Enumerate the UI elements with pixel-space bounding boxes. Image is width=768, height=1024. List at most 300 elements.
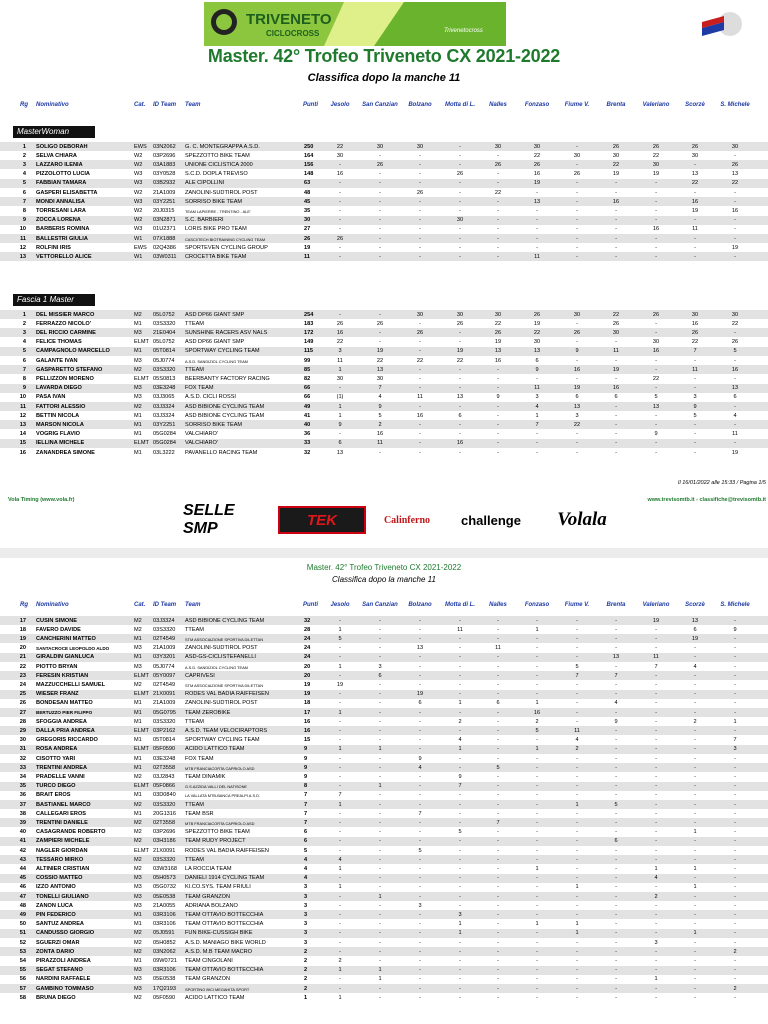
race-points: -: [339, 253, 341, 260]
rank: 34: [19, 773, 26, 780]
rider-name: PASA IVAN: [36, 394, 66, 401]
race-points: -: [459, 431, 461, 438]
category: M2: [134, 856, 142, 863]
category: M1: [134, 718, 142, 725]
category: ELMT: [134, 847, 149, 854]
rider-name: TORRESANI LARA: [36, 207, 86, 214]
rank: 5: [22, 348, 26, 355]
race-points: 30: [691, 311, 699, 318]
race-points: -: [339, 847, 341, 854]
table-row: [0, 874, 768, 883]
table-row: [0, 726, 768, 735]
race-points: -: [655, 755, 657, 762]
race-points: -: [615, 207, 617, 214]
race-points: -: [734, 930, 736, 937]
race-points: -: [576, 976, 578, 983]
race-points: 3: [733, 746, 737, 753]
page-info: Il 16/01/2022 alle 15:33 / Pagina 1/5: [677, 480, 766, 486]
points: 2: [304, 957, 308, 964]
race-points: 30: [573, 311, 581, 318]
race-points: -: [379, 171, 381, 178]
race-points: -: [615, 810, 617, 817]
rank: 6: [22, 189, 26, 196]
race-points: -: [379, 681, 381, 688]
column-header: Rg: [20, 102, 28, 108]
category: M2: [134, 403, 142, 410]
website-link[interactable]: www.trevisomtb.it - classifiche@trevisomtb.it: [647, 497, 766, 503]
table-row: [0, 225, 768, 234]
points: 19: [304, 691, 311, 698]
team-id: 05E0538: [153, 976, 176, 983]
race-points: -: [734, 875, 736, 882]
race-points: 22: [533, 152, 541, 159]
category: M3: [134, 893, 142, 900]
rank: 20: [19, 645, 26, 652]
race-points: 5: [338, 635, 342, 642]
race-points: -: [576, 792, 578, 799]
race-points: -: [615, 829, 617, 836]
team-id: 21X0091: [153, 691, 176, 698]
table-row: [0, 616, 768, 625]
team-id: 05F0866: [153, 783, 176, 790]
race-points: 1: [654, 976, 658, 983]
race-points: -: [694, 691, 696, 698]
team-name: TEAM OTTAVIO BOTTECCHIA: [185, 911, 264, 918]
race-points: 9: [614, 718, 618, 725]
race-points: -: [419, 375, 421, 382]
race-points: -: [379, 727, 381, 734]
race-points: -: [615, 792, 617, 799]
race-points: -: [655, 957, 657, 964]
race-points: -: [694, 976, 696, 983]
points: 66: [304, 394, 311, 401]
team-name: ASD DP66 GIANT SMP: [185, 311, 245, 318]
table-header: [0, 100, 768, 112]
rider-name: GREGORIS RICCARDO: [36, 737, 98, 744]
category: M2: [134, 617, 142, 624]
race-points: -: [459, 976, 461, 983]
team-id: 03N2871: [153, 217, 176, 224]
column-header: ID Team: [153, 602, 177, 608]
table-row: [0, 818, 768, 827]
race-points: 30: [494, 143, 502, 150]
race-points: 6: [733, 394, 737, 401]
team-id: 05G0284: [153, 440, 177, 447]
race-points: -: [536, 663, 538, 670]
points: 156: [304, 161, 314, 168]
race-points: 30: [494, 311, 502, 318]
race-points: -: [379, 709, 381, 716]
team-name: CROCETTA BIKE TEAM: [185, 253, 247, 260]
race-points: -: [694, 431, 696, 438]
race-points: 2: [654, 893, 658, 900]
column-header: Valeriano: [642, 602, 670, 608]
race-points: -: [576, 829, 578, 836]
race-points: 30: [731, 143, 739, 150]
race-points: 19: [336, 681, 344, 688]
race-points: 4: [338, 856, 342, 863]
race-points: -: [419, 884, 421, 891]
race-points: 19: [456, 348, 464, 355]
race-points: -: [379, 626, 381, 633]
race-points: -: [379, 985, 381, 992]
rider-name: PIN FEDERICO: [36, 911, 76, 918]
points: 17: [304, 709, 311, 716]
column-header: Motta di L.: [445, 602, 475, 608]
race-points: 11: [732, 431, 738, 438]
race-points: -: [734, 253, 736, 260]
race-points: -: [379, 737, 381, 744]
race-points: 16: [533, 171, 541, 178]
team-id: 03J3324: [153, 412, 175, 419]
race-points: -: [615, 783, 617, 790]
race-points: 22: [336, 143, 344, 150]
race-points: -: [536, 449, 538, 456]
rider-name: DEL RICCIO CARMINE: [36, 329, 96, 336]
race-points: -: [379, 617, 381, 624]
category: ELMT: [134, 783, 149, 790]
race-points: 22: [691, 339, 699, 346]
table-row: [0, 717, 768, 726]
race-points: 30: [376, 375, 384, 382]
column-header: Fonzaso: [524, 102, 550, 108]
table-row: [0, 420, 768, 429]
rider-name: BONDESAN MATTEO: [36, 700, 93, 707]
race-points: 5: [733, 348, 737, 355]
race-points: -: [379, 865, 381, 872]
column-header: ID Team: [153, 102, 177, 108]
race-points: -: [497, 235, 499, 242]
race-points: -: [615, 412, 617, 419]
team-id: 03W0311: [153, 253, 177, 260]
rider-name: ZANANDREA SIMONE: [36, 449, 95, 456]
points: 49: [304, 403, 311, 410]
points: 6: [304, 838, 308, 845]
race-points: -: [419, 819, 421, 826]
points: 3: [304, 911, 308, 918]
column-header: Nominativo: [36, 102, 69, 108]
flag-icon: [702, 10, 742, 38]
table-row: [0, 809, 768, 818]
svg-text:CICLOCROSS: CICLOCROSS: [266, 29, 320, 38]
category: M1: [134, 412, 142, 419]
race-points: -: [576, 810, 578, 817]
team-name: SPORTEVEN CYCLING GROUP: [185, 244, 268, 251]
race-points: 22: [533, 329, 541, 336]
race-points: -: [419, 180, 421, 187]
rider-name: PRADELLE VANNI: [36, 773, 85, 780]
race-points: 6: [418, 700, 422, 707]
rider-name: NAGLER GIORDAN: [36, 847, 88, 854]
race-points: -: [497, 893, 499, 900]
race-points: -: [419, 672, 421, 679]
rank: 23: [19, 672, 26, 679]
race-points: 1: [575, 801, 579, 808]
race-points: 4: [575, 737, 579, 744]
category: M1: [134, 654, 142, 661]
race-points: 16: [731, 207, 739, 214]
column-header: Nominativo: [36, 602, 69, 608]
points: 24: [304, 645, 311, 652]
column-header: Jesolo: [330, 602, 350, 608]
race-points: 30: [533, 339, 541, 346]
race-points: -: [655, 235, 657, 242]
race-points: 26: [691, 143, 699, 150]
rider-name: VETTORELLO ALICE: [36, 253, 92, 260]
race-points: -: [655, 856, 657, 863]
race-points: -: [379, 755, 381, 762]
team-name: VALCHIARO': [185, 440, 218, 447]
team-name: TEAM OTTAVIO BOTTECCHIA: [185, 921, 264, 928]
rider-name: ZAMPIERI MICHELE: [36, 838, 90, 845]
table-row: [0, 984, 768, 993]
rank: 39: [19, 819, 26, 826]
column-header: Bolzano: [408, 102, 432, 108]
team-name: VALCHIARO': [185, 431, 218, 438]
race-points: -: [734, 645, 736, 652]
race-points: -: [655, 440, 657, 447]
table-row: [0, 929, 768, 938]
rank: 16: [19, 449, 26, 456]
race-points: -: [419, 366, 421, 373]
category: M1: [134, 810, 142, 817]
race-points: -: [339, 189, 341, 196]
race-points: -: [459, 375, 461, 382]
points: 33: [304, 440, 311, 447]
race-points: -: [419, 829, 421, 836]
category: M3: [134, 875, 142, 882]
category: M2: [134, 819, 142, 826]
race-points: -: [615, 948, 617, 955]
race-points: -: [419, 431, 421, 438]
team-name: CASCI/TECH BIOTRAINING CYCLING TEAM: [185, 236, 266, 242]
rank: 24: [19, 681, 26, 688]
race-points: -: [536, 930, 538, 937]
race-points: -: [615, 773, 617, 780]
points: 99: [304, 357, 311, 364]
rider-name: GASPARETTO STEFANO: [36, 366, 103, 373]
race-points: -: [497, 838, 499, 845]
race-points: 1: [535, 746, 539, 753]
race-points: -: [694, 440, 696, 447]
race-points: 30: [612, 152, 620, 159]
team-id: 05T0814: [153, 348, 176, 355]
race-points: 26: [336, 235, 344, 242]
race-points: -: [419, 930, 421, 937]
sponsor-volala: Volala: [557, 509, 607, 530]
race-points: -: [459, 764, 461, 771]
race-points: -: [339, 645, 341, 652]
race-points: 6: [458, 412, 462, 419]
table-row: [0, 328, 768, 337]
race-points: -: [576, 207, 578, 214]
points: 9: [304, 746, 308, 753]
race-points: 16: [691, 320, 699, 327]
category: W2: [134, 161, 143, 168]
race-points: -: [419, 985, 421, 992]
race-points: 26: [731, 339, 739, 346]
rider-name: GALANTE IVAN: [36, 357, 78, 364]
team-id: 03Y3201: [153, 654, 176, 661]
team-id: 05H0573: [153, 875, 176, 882]
race-points: 1: [535, 412, 539, 419]
race-points: -: [339, 727, 341, 734]
race-points: -: [734, 976, 736, 983]
race-points: -: [459, 198, 461, 205]
race-points: -: [497, 856, 499, 863]
rank: 55: [19, 967, 26, 974]
points: 7: [304, 810, 308, 817]
category: M2: [134, 681, 142, 688]
race-points: 16: [416, 412, 424, 419]
team-id: 03A1883: [153, 161, 176, 168]
race-points: -: [576, 320, 578, 327]
points: 19: [304, 681, 311, 688]
race-points: -: [655, 244, 657, 251]
race-points: -: [655, 727, 657, 734]
rider-name: TRENTINI ANDREA: [36, 764, 88, 771]
race-points: -: [536, 645, 538, 652]
category: M2: [134, 948, 142, 955]
team-id: 05J0591: [153, 930, 175, 937]
race-points: -: [419, 171, 421, 178]
race-points: -: [339, 838, 341, 845]
points: 149: [304, 339, 314, 346]
rank: 7: [22, 366, 26, 373]
rank: 57: [19, 985, 26, 992]
table-row: [0, 216, 768, 225]
rank: 25: [19, 691, 26, 698]
race-points: -: [655, 819, 657, 826]
race-points: -: [615, 764, 617, 771]
race-points: 2: [733, 948, 737, 955]
race-points: 11: [377, 440, 383, 447]
race-points: -: [339, 773, 341, 780]
race-points: -: [536, 773, 538, 780]
race-points: -: [497, 957, 499, 964]
race-points: -: [459, 663, 461, 670]
race-points: -: [459, 994, 461, 1001]
race-points: -: [536, 875, 538, 882]
race-points: -: [734, 792, 736, 799]
team-id: 03S3320: [153, 718, 176, 725]
rider-name: TURCO DIEGO: [36, 783, 76, 790]
race-points: -: [655, 217, 657, 224]
race-points: -: [576, 718, 578, 725]
team-id: 03R3106: [153, 921, 176, 928]
team-id: 21A1009: [153, 700, 176, 707]
category: ELMT: [134, 746, 149, 753]
category: M1: [134, 635, 142, 642]
race-points: 13: [612, 654, 620, 661]
category: M2: [134, 829, 142, 836]
race-points: -: [339, 829, 341, 836]
category: M3: [134, 329, 142, 336]
race-points: -: [576, 449, 578, 456]
rider-name: FATTORI ALESSIO: [36, 403, 86, 410]
race-points: -: [419, 865, 421, 872]
race-points: -: [497, 976, 499, 983]
race-points: 1: [378, 967, 382, 974]
race-points: -: [419, 957, 421, 964]
race-points: -: [459, 681, 461, 688]
race-points: 1: [575, 930, 579, 937]
race-points: -: [379, 253, 381, 260]
rank: 48: [19, 902, 26, 909]
points: 32: [304, 449, 311, 456]
race-points: 1: [338, 412, 342, 419]
race-points: -: [497, 198, 499, 205]
points: 164: [304, 152, 314, 159]
rider-name: NARDINI RAFFAELE: [36, 976, 91, 983]
team-id: 21A1009: [153, 645, 176, 652]
category: M1: [134, 792, 142, 799]
team-id: 03P2162: [153, 727, 176, 734]
team-id: 03N2062: [153, 948, 176, 955]
table-row: [0, 791, 768, 800]
race-points: 1: [693, 930, 697, 937]
race-points: -: [694, 911, 696, 918]
rank: 7: [22, 198, 26, 205]
points: 20: [304, 672, 311, 679]
race-points: -: [615, 865, 617, 872]
race-points: 30: [456, 217, 464, 224]
race-points: -: [339, 691, 341, 698]
race-points: -: [497, 737, 499, 744]
table-row: [0, 170, 768, 179]
race-points: -: [497, 865, 499, 872]
race-points: -: [655, 253, 657, 260]
rank: 51: [19, 930, 26, 937]
points: 66: [304, 385, 311, 392]
race-points: -: [655, 421, 657, 428]
race-points: -: [536, 635, 538, 642]
rider-name: SEGAT STEFANO: [36, 967, 83, 974]
race-points: -: [615, 911, 617, 918]
race-points: -: [419, 875, 421, 882]
race-points: 22: [652, 375, 660, 382]
race-points: -: [379, 948, 381, 955]
team-name: A.S.D. CICLI ROSSI: [185, 394, 236, 401]
race-points: -: [419, 976, 421, 983]
timing-credit-link[interactable]: Vola Timing (www.vola.fr): [8, 497, 75, 503]
race-points: -: [734, 235, 736, 242]
race-points: 16: [456, 440, 464, 447]
race-points: -: [655, 189, 657, 196]
race-points: 1: [338, 403, 342, 410]
race-points: 7: [733, 737, 737, 744]
points: 6: [304, 829, 308, 836]
svg-text:Trivenetocross: Trivenetocross: [444, 28, 483, 34]
race-points: 7: [496, 819, 500, 826]
race-points: -: [497, 773, 499, 780]
rider-name: FAVERO DAVIDE: [36, 626, 81, 633]
svg-text:TRIVENETO: TRIVENETO: [246, 11, 332, 28]
race-points: -: [734, 921, 736, 928]
race-points: 7: [378, 385, 382, 392]
race-points: -: [615, 819, 617, 826]
race-points: 30: [533, 143, 541, 150]
race-points: -: [419, 207, 421, 214]
race-points: -: [419, 440, 421, 447]
team-id: 02Q4386: [153, 244, 177, 251]
race-points: 22: [376, 357, 384, 364]
column-header: Scorzè: [685, 602, 705, 608]
race-points: -: [576, 838, 578, 845]
race-points: -: [576, 709, 578, 716]
race-points: -: [615, 449, 617, 456]
team-id: 20J0315: [153, 207, 175, 214]
